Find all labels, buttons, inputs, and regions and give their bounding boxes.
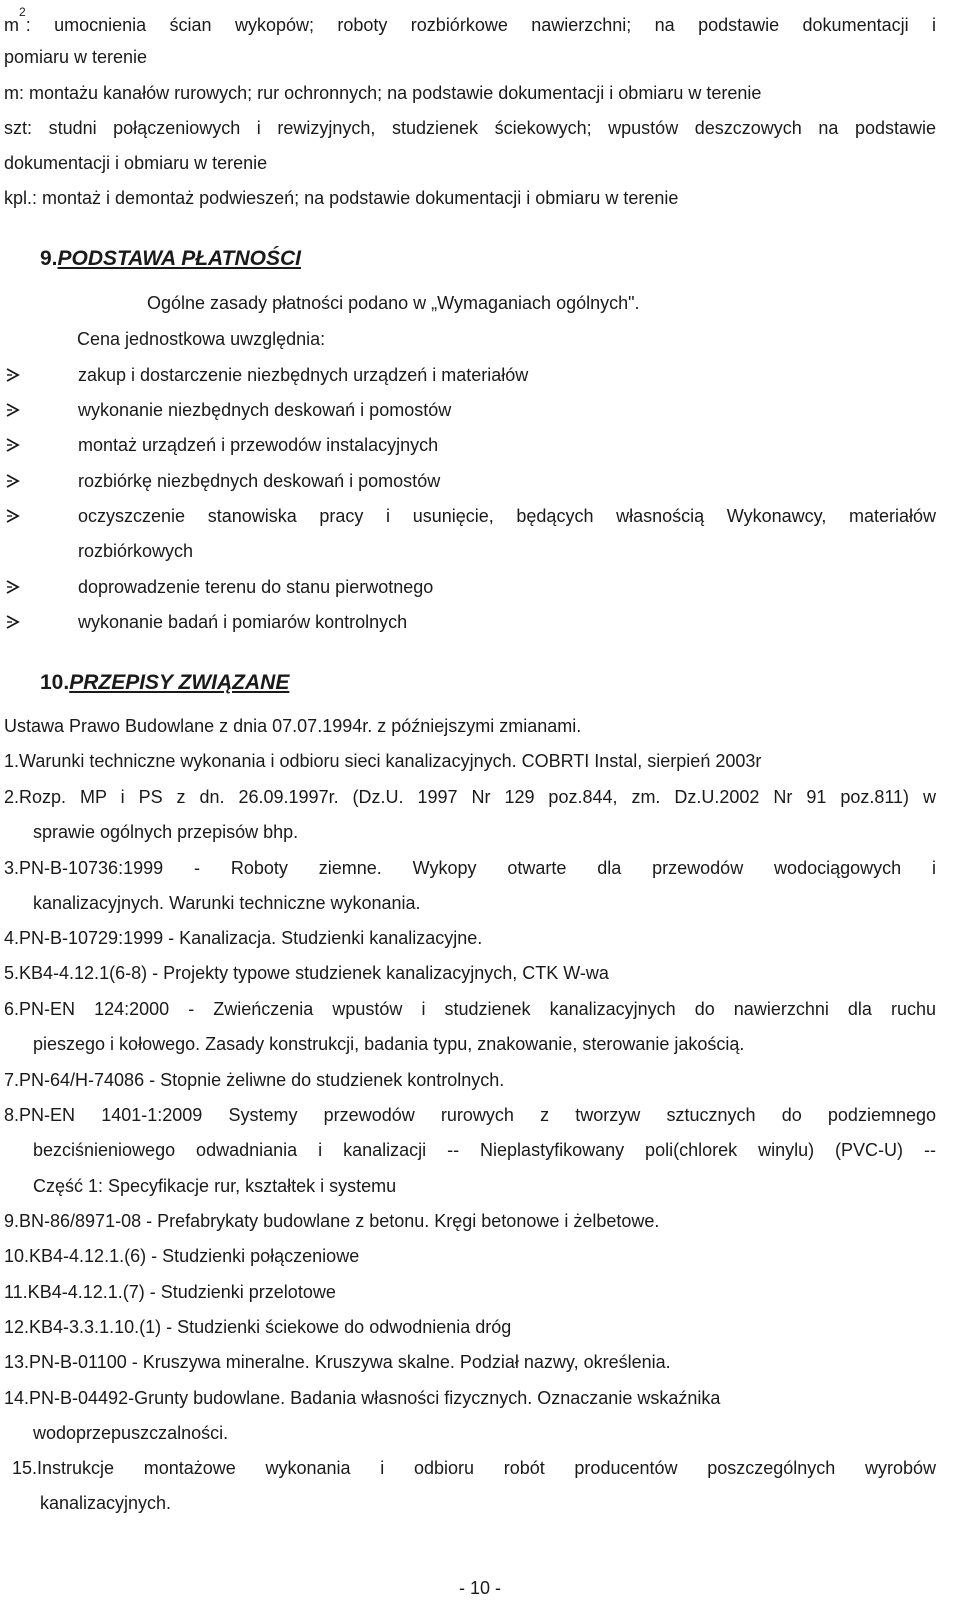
section-10-heading bbox=[40, 672, 936, 694]
list-item-continuation: rozbiórkowych bbox=[78, 541, 194, 561]
reference-item-continuation: sprawie ogólnych przepisów bhp. bbox=[33, 822, 299, 842]
arrow-bullet-icon bbox=[4, 505, 24, 527]
reference-item: 11.KB4-4.12.1.(7) - Studzienki przelotowe bbox=[4, 1282, 336, 1302]
reference-item-continuation: pieszego i kołowego. Zasady konstrukcji, badania typu, znakowanie, sterowanie jakością. bbox=[33, 1034, 745, 1054]
arrow-bullet-icon bbox=[4, 364, 24, 386]
reference-item-continuation: kanalizacyjnych. Warunki techniczne wykonania. bbox=[33, 893, 421, 913]
reference-item: 8.PN-EN 1401-1:2009 Systemy przewodów rurowych z tworzyw sztucznych do podziemnego bbox=[4, 1105, 936, 1125]
unit-szt-line: szt: studni połączeniowych i rewizyjnych, studzienek ściekowych; wpustów deszczowych na podstawie bbox=[4, 118, 936, 138]
list-item: doprowadzenie terenu do stanu pierwotnego bbox=[78, 577, 434, 597]
reference-item: 5.KB4-4.12.1(6-8) - Projekty typowe studzienek kanalizacyjnych, CTK W-wa bbox=[4, 963, 609, 983]
arrow-bullet-icon bbox=[4, 434, 24, 456]
reference-item: 15.Instrukcje montażowe wykonania i odbioru robót producentów poszczególnych wyrobów bbox=[12, 1458, 936, 1478]
general-payment-rules: Ogólne zasady płatności podano w „Wymaganiach ogólnych". bbox=[147, 293, 640, 313]
arrow-bullet-icon bbox=[4, 399, 24, 421]
reference-item: 1.Warunki techniczne wykonania i odbioru sieci kanalizacyjnych. COBRTI Instal, sierpień 2003r bbox=[4, 751, 762, 771]
building-law: Ustawa Prawo Budowlane z dnia 07.07.1994r. z późniejszymi zmianami. bbox=[4, 716, 582, 736]
section-9-heading bbox=[40, 248, 936, 270]
unit-m2-continuation: pomiaru w terenie bbox=[4, 47, 148, 67]
reference-item: 10.KB4-4.12.1.(6) - Studzienki połączeniowe bbox=[4, 1246, 360, 1266]
arrow-bullet-icon bbox=[4, 470, 24, 492]
section-10-number: 10. bbox=[40, 671, 70, 694]
unit-m-line: m: montażu kanałów rurowych; rur ochronnych; na podstawie dokumentacji i obmiaru w terenie bbox=[4, 83, 762, 103]
reference-item: 13.PN-B-01100 - Kruszywa mineralne. Kruszywa skalne. Podział nazwy, określenia. bbox=[4, 1352, 671, 1372]
list-item: zakup i dostarczenie niezbędnych urządzeń i materiałów bbox=[78, 365, 529, 385]
reference-item: 3.PN-B-10736:1999 - Roboty ziemne. Wykopy otwarte dla przewodów wodociągowych i bbox=[4, 858, 936, 878]
reference-item-continuation: bezciśnieniowego odwadniania i kanalizacji -- Nieplastyfikowany poli(chlorek winylu) (PVC-U) -- bbox=[33, 1140, 936, 1160]
price-intro: Cena jednostkowa uwzględnia: bbox=[77, 329, 326, 349]
unit-m2-line bbox=[4, 5, 936, 36]
page-number: - 10 - bbox=[458, 1578, 501, 1598]
reference-item-continuation: wodoprzepuszczalności. bbox=[33, 1423, 229, 1443]
unit-m2-prefix: m bbox=[4, 15, 19, 35]
list-item: wykonanie badań i pomiarów kontrolnych bbox=[78, 612, 408, 632]
list-item: wykonanie niezbędnych deskowań i pomostów bbox=[78, 400, 452, 420]
reference-item: 2.Rozp. MP i PS z dn. 26.09.1997r. (Dz.U. 1997 Nr 129 poz.844, zm. Dz.U.2002 Nr 91 poz.811) w bbox=[4, 787, 936, 807]
unit-m2-superscript: 2 bbox=[19, 5, 26, 19]
unit-kpl-line: kpl.: montaż i demontaż podwieszeń; na podstawie dokumentacji i obmiaru w terenie bbox=[4, 188, 679, 208]
reference-item: 12.KB4-3.3.1.10.(1) - Studzienki ściekowe do odwodnienia dróg bbox=[4, 1317, 512, 1337]
reference-item: 9.BN-86/8971-08 - Prefabrykaty budowlane z betonu. Kręgi betonowe i żelbetowe. bbox=[4, 1211, 660, 1231]
arrow-bullet-icon bbox=[4, 611, 24, 633]
section-9-title: PODSTAWA PŁATNOŚCI bbox=[57, 247, 301, 270]
list-item: montaż urządzeń i przewodów instalacyjnych bbox=[78, 435, 439, 455]
unit-szt-continuation: dokumentacji i obmiaru w terenie bbox=[4, 153, 268, 173]
section-9-number: 9. bbox=[40, 247, 58, 270]
list-item: oczyszczenie stanowiska pracy i usunięcie, będących własnością Wykonawcy, materiałów bbox=[78, 506, 936, 526]
reference-item: 6.PN-EN 124:2000 - Zwieńczenia wpustów i studzienek kanalizacyjnych do nawierzchni dla ruchu bbox=[4, 999, 936, 1019]
reference-item: 14.PN-B-04492-Grunty budowlane. Badania własności fizycznych. Oznaczanie wskaźnika bbox=[4, 1388, 721, 1408]
reference-item: 7.PN-64/H-74086 - Stopnie żeliwne do studzienek kontrolnych. bbox=[4, 1070, 505, 1090]
list-item: rozbiórkę niezbędnych deskowań i pomostów bbox=[78, 471, 441, 491]
reference-item-continuation: kanalizacyjnych. bbox=[40, 1493, 172, 1513]
unit-m2-text: : umocnienia ścian wykopów; roboty rozbiórkowe nawierzchni; na podstawie dokumentacji i bbox=[25, 15, 936, 35]
reference-item: 4.PN-B-10729:1999 - Kanalizacja. Studzienki kanalizacyjne. bbox=[4, 928, 483, 948]
reference-item-continuation: Część 1: Specyfikacje rur, kształtek i systemu bbox=[33, 1176, 397, 1196]
section-10-title: PRZEPISY ZWIĄZANE bbox=[69, 671, 290, 694]
arrow-bullet-icon bbox=[4, 576, 24, 598]
